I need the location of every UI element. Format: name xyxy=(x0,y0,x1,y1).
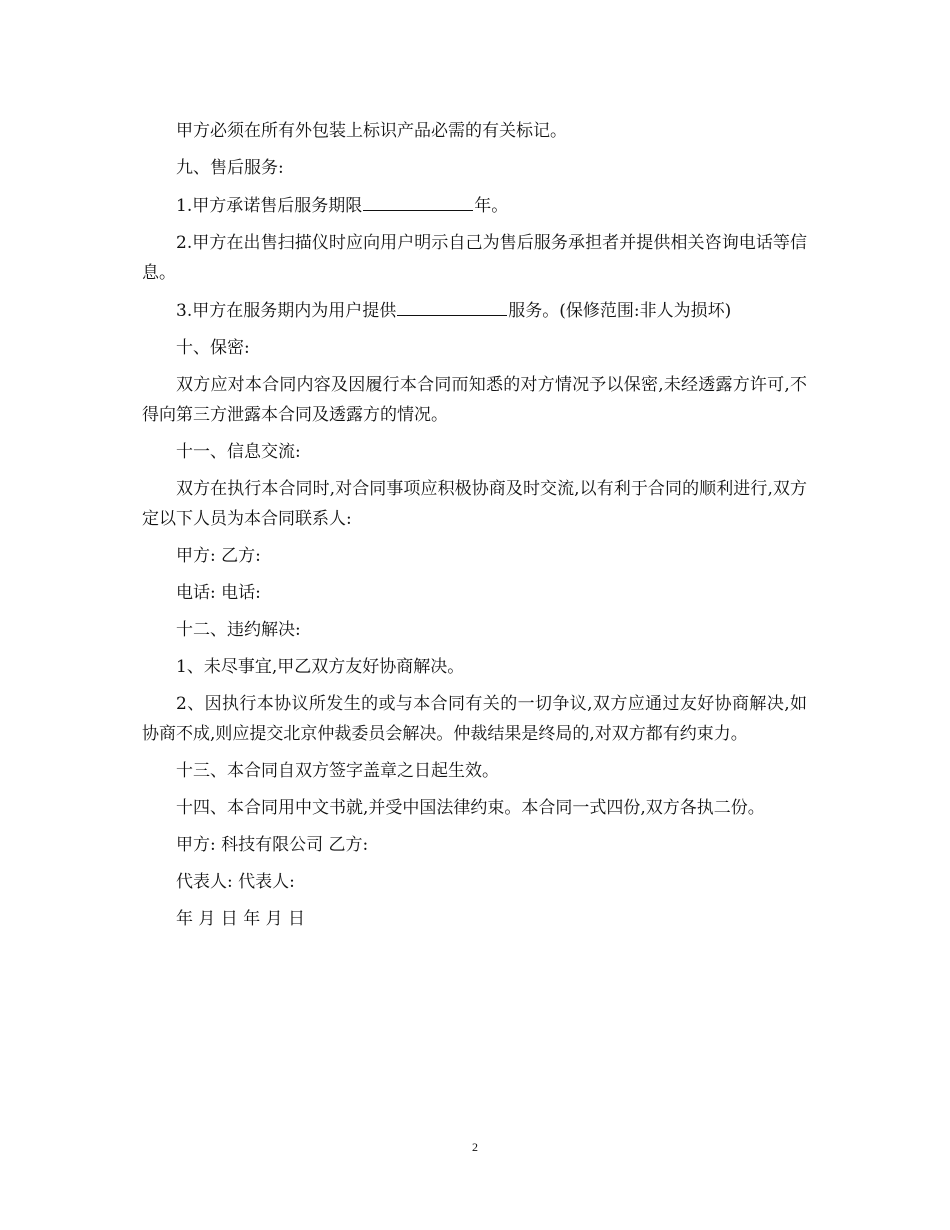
service-content-text-before: 3.甲方在服务期内为用户提供 xyxy=(176,301,397,321)
paragraph-service-provider-notice: 2.甲方在出售扫描仪时应向用户明示自己为售后服务承担者并提供相关咨询电话等信息。 xyxy=(142,233,807,283)
paragraph-information-exchange: 双方在执行本合同时,对合同事项应积极协商及时交流,以有利于合同的顺利进行,双方定以下人员为本合同联系人: xyxy=(142,479,807,529)
signature-parties-line: 甲方: 科技有限公司 乙方: xyxy=(176,835,369,855)
document-body xyxy=(142,116,807,941)
signature-representatives-line: 代表人: 代表人: xyxy=(176,872,295,892)
page-number: 2 xyxy=(472,1140,478,1154)
service-period-blank xyxy=(363,190,473,211)
heading-after-sales-service: 九、售后服务: xyxy=(176,158,284,178)
heading-breach-resolution: 十二、违约解决: xyxy=(176,620,301,640)
paragraph-service-content xyxy=(142,295,807,326)
paragraph-language-copies: 十四、本合同用中文书就,并受中国法律约束。本合同一式四份,双方各执二份。 xyxy=(176,798,765,818)
paragraph-breach-item-2: 2、因执行本协议所发生的或与本合同有关的一切争议,双方应通过友好协商解决,如协商不成,则应提交北京仲裁委员会解决。仲裁结果是终局的,对双方都有约束力。 xyxy=(142,694,807,744)
heading-confidentiality: 十、保密: xyxy=(176,338,250,358)
service-content-blank xyxy=(397,295,507,316)
paragraph-service-period xyxy=(142,190,807,221)
paragraph-effective-date: 十三、本合同自双方签字盖章之日起生效。 xyxy=(176,761,499,781)
heading-information-exchange: 十一、信息交流: xyxy=(176,442,301,462)
contact-parties-line: 甲方: 乙方: xyxy=(176,546,261,566)
paragraph-packaging-marking: 甲方必须在所有外包装上标识产品必需的有关标记。 xyxy=(176,121,567,141)
signature-date-line: 年 月 日 年 月 日 xyxy=(176,909,306,929)
paragraph-confidentiality: 双方应对本合同内容及因履行本合同而知悉的对方情况予以保密,未经透露方许可,不得向第三方泄露本合同及透露方的情况。 xyxy=(142,375,807,425)
service-content-text-after: 服务。(保修范围:非人为损坏) xyxy=(508,301,732,321)
service-period-text-before: 1.甲方承诺售后服务期限 xyxy=(176,196,363,216)
service-period-text-after: 年。 xyxy=(474,196,509,216)
paragraph-breach-item-1: 1、未尽事宜,甲乙双方友好协商解决。 xyxy=(176,657,465,677)
contact-phone-line: 电话: 电话: xyxy=(176,583,261,603)
